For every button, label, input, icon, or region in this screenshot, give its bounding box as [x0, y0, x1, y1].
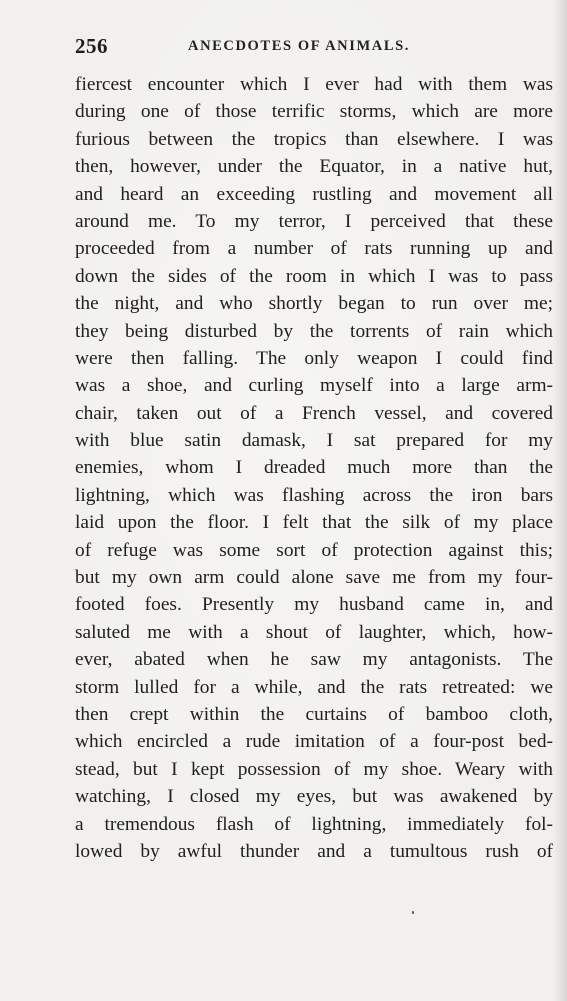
text-line: stead, but I kept possession of my shoe. Weary with [75, 758, 553, 780]
text-line: with blue satin damask, I sat prepared for my [75, 430, 553, 452]
text-line: of refuge was some sort of protection against this; [75, 539, 553, 561]
text-line: furious between the tropics than elsewhere. I was [75, 128, 553, 150]
text-line: laid upon the floor. I felt that the silk of my place [75, 512, 553, 534]
text-line: during one of those terrific storms, which are more [75, 101, 553, 123]
text-line: then, however, under the Equator, in a native hut, [75, 156, 553, 178]
text-line: a tremendous flash of lightning, immediately fol- [75, 813, 553, 835]
text-line: was a shoe, and curling myself into a large arm- [75, 375, 553, 397]
text-line: fiercest encounter which I ever had with them was [75, 74, 553, 95]
text-line: footed foes. Presently my husband came in, and [75, 594, 553, 616]
page-number: 256 [75, 34, 108, 58]
text-line: enemies, whom I dreaded much more than the [75, 457, 553, 479]
text-line: the night, and who shortly began to run over me; [75, 293, 553, 315]
text-line: but my own arm could alone save me from my four- [75, 567, 553, 589]
text-line: then crept within the curtains of bamboo cloth, [75, 703, 553, 725]
text-line: ever, abated when he saw my antagonists. The [75, 649, 553, 671]
text-line: lightning, which was flashing across the iron bars [75, 484, 553, 506]
page-header [75, 34, 555, 60]
text-line: were then falling. The only weapon I could find [75, 347, 553, 369]
text-line: storm lulled for a while, and the rats retreated: we [75, 676, 553, 698]
body-text [75, 71, 553, 865]
text-line: chair, taken out of a French vessel, and covered [75, 402, 553, 424]
text-line: which encircled a rude imitation of a four-post bed- [75, 731, 553, 753]
text-line: saluted me with a shout of laughter, which, how- [75, 621, 553, 643]
text-line: proceeded from a number of rats running up and [75, 238, 553, 260]
text-line: down the sides of the room in which I was to pass [75, 265, 553, 287]
text-line: around me. To my terror, I perceived that these [75, 210, 553, 232]
text-line: watching, I closed my eyes, but was awakened by [75, 786, 553, 808]
ink-speck [412, 911, 414, 914]
text-line: lowed by awful thunder and a tumultous rush of [75, 840, 553, 862]
running-title: ANECDOTES OF ANIMALS. [188, 38, 410, 54]
text-line: they being disturbed by the torrents of rain which [75, 320, 553, 342]
text-line: and heard an exceeding rustling and movement all [75, 183, 553, 205]
page-edge-shadow [553, 0, 567, 1001]
